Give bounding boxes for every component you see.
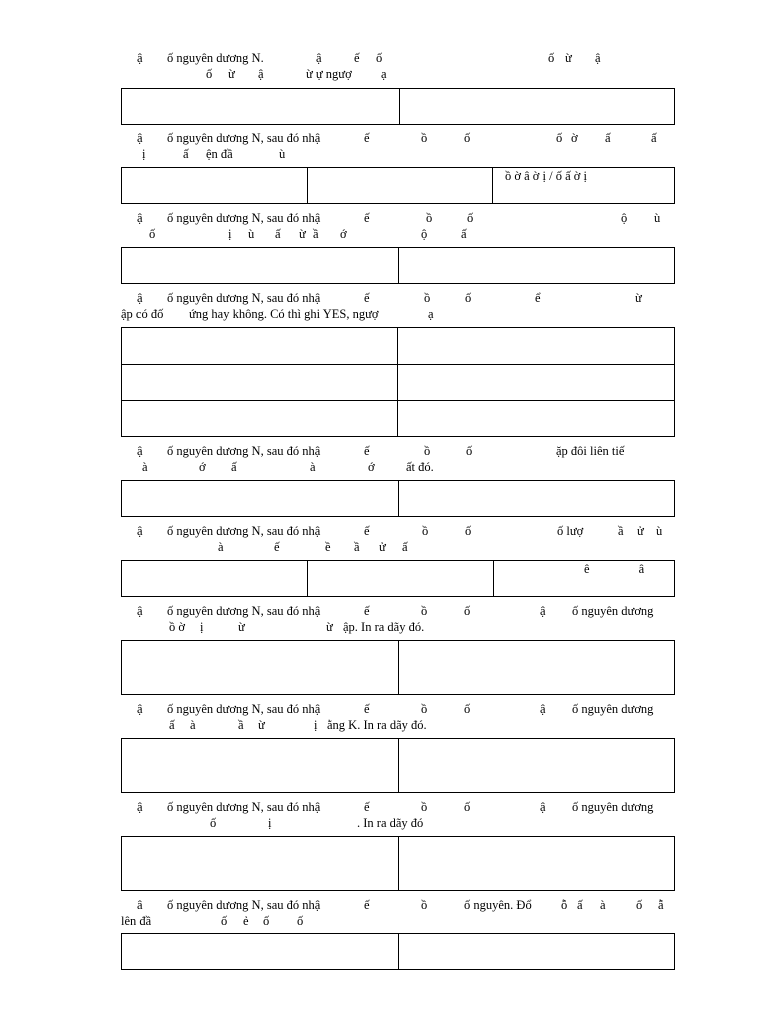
text-fragment: ậ xyxy=(540,800,546,814)
text-fragment: à xyxy=(310,460,316,474)
text-fragment: ậ xyxy=(137,604,143,618)
table-row xyxy=(122,168,675,204)
text-fragment: ế xyxy=(364,800,370,814)
text-fragment: ầ xyxy=(313,227,319,241)
text-fragment: ấ xyxy=(402,540,408,554)
text-fragment: à xyxy=(600,898,606,912)
problem-text xyxy=(121,50,675,83)
text-fragment: ầ xyxy=(354,540,360,554)
text-fragment: ồ ờ xyxy=(169,620,185,634)
table-cell xyxy=(122,481,399,517)
text-fragment: ế xyxy=(354,51,360,65)
table-cell xyxy=(399,934,675,970)
text-fragment: ấ xyxy=(461,227,467,241)
text-fragment: ừ xyxy=(228,67,235,81)
text-fragment: ố nguyên dương N, sau đó nhậ xyxy=(167,291,321,305)
text-fragment: ố xyxy=(466,444,473,458)
text-fragment: ử xyxy=(379,540,386,554)
text-fragment: ù xyxy=(656,524,663,538)
text-fragment: ậ xyxy=(316,51,322,65)
problem-10 xyxy=(121,897,675,930)
text-fragment: ố xyxy=(376,51,383,65)
answer-table xyxy=(121,933,675,970)
answer-table xyxy=(121,247,675,284)
text-fragment: ừ xyxy=(326,620,333,634)
table-row xyxy=(122,934,675,970)
problem-5 xyxy=(121,443,675,476)
table-cell xyxy=(400,89,675,125)
text-fragment: ố xyxy=(297,914,304,928)
text-fragment: ẻ xyxy=(243,914,249,928)
text-fragment: ừ xyxy=(565,51,572,65)
answer-table xyxy=(121,640,675,695)
text-fragment: ử xyxy=(637,524,644,538)
table-cell xyxy=(398,365,675,401)
text-fragment: ố nguyên dương xyxy=(572,604,654,618)
problem-9 xyxy=(121,799,675,832)
problem-text xyxy=(121,799,675,832)
table-cell xyxy=(398,328,675,365)
text-fragment: ất đó. xyxy=(406,460,434,474)
table-row xyxy=(122,837,675,891)
text-fragment: ế xyxy=(274,540,280,554)
table-cell xyxy=(122,401,398,437)
text-fragment: ố nguyên dương N, sau đó nhậ xyxy=(167,444,321,458)
text-fragment: ố nguyên dương xyxy=(572,800,654,814)
text-fragment: ị xyxy=(200,620,204,634)
table-cell xyxy=(122,837,399,891)
text-fragment: ừ xyxy=(299,227,306,241)
text-fragment: ặp đôi liên tiế xyxy=(556,444,625,458)
table-cell xyxy=(122,168,308,204)
text-fragment: ậ xyxy=(137,800,143,814)
text-fragment: ứng hay không. Có thì ghi YES, ngượ xyxy=(189,307,379,321)
text-fragment: ố xyxy=(221,914,228,928)
table-cell xyxy=(122,739,399,793)
text-fragment: ố nguyên dương N, sau đó nhậ xyxy=(167,604,321,618)
text-fragment: ờ xyxy=(571,131,578,145)
text-fragment: lên đầ xyxy=(121,914,152,928)
answer-table xyxy=(121,738,675,793)
text-fragment: ị xyxy=(142,147,146,161)
text-fragment: ố xyxy=(467,211,474,225)
text-fragment: . In ra dãy đó xyxy=(357,816,424,830)
problem-text xyxy=(121,603,675,636)
text-fragment: ạ xyxy=(428,307,434,321)
text-fragment: ế xyxy=(364,211,370,225)
table-row xyxy=(122,739,675,793)
text-fragment: ồ xyxy=(421,898,428,912)
table-cell xyxy=(122,561,308,597)
text-fragment: ố xyxy=(464,604,471,618)
answer-table xyxy=(121,480,675,517)
table-cell xyxy=(122,328,398,365)
problem-text xyxy=(121,701,675,734)
text-fragment: ậ xyxy=(137,444,143,458)
problem-7 xyxy=(121,603,675,636)
problem-1 xyxy=(121,50,675,83)
table-cell xyxy=(399,248,675,284)
table-cell xyxy=(399,739,675,793)
text-fragment: ấ xyxy=(183,147,189,161)
text-fragment: ế xyxy=(364,131,370,145)
text-fragment: ế xyxy=(364,702,370,716)
table-cell xyxy=(308,168,493,204)
table-row xyxy=(122,561,675,597)
text-fragment: ậ xyxy=(137,211,143,225)
text-fragment: ậ xyxy=(258,67,264,81)
table-cell xyxy=(399,837,675,891)
text-fragment: ồ xyxy=(421,131,428,145)
text-fragment: ộ xyxy=(621,211,628,225)
text-fragment: ố nguyên dương N, sau đó nhậ xyxy=(167,898,321,912)
text-fragment: ớ xyxy=(199,460,206,474)
problem-text xyxy=(121,130,675,163)
text-fragment: ị xyxy=(268,816,272,830)
text-fragment: ù xyxy=(279,147,286,161)
table-cell xyxy=(398,401,675,437)
answer-table xyxy=(121,327,675,437)
text-fragment: ố nguyên dương N, sau đó nhậ xyxy=(167,211,321,225)
text-fragment: ồ xyxy=(421,702,428,716)
text-fragment: ồ xyxy=(421,800,428,814)
text-fragment: ừ ự ngượ xyxy=(306,67,352,81)
cell-note: ê â xyxy=(584,562,645,576)
text-fragment: ố xyxy=(465,291,472,305)
text-fragment: ố xyxy=(210,816,217,830)
answer-table xyxy=(121,836,675,891)
table-cell xyxy=(494,561,675,597)
table-cell xyxy=(122,248,399,284)
text-fragment: ầ xyxy=(618,524,624,538)
text-fragment: à xyxy=(142,460,148,474)
text-fragment: ồ xyxy=(426,211,433,225)
table-cell xyxy=(399,641,675,695)
text-fragment: ậ xyxy=(137,524,143,538)
text-fragment: ừ xyxy=(258,718,265,732)
text-fragment: ỗ xyxy=(561,898,568,912)
text-fragment: ị xyxy=(314,718,318,732)
text-fragment: ừ xyxy=(238,620,245,634)
text-fragment: ấ xyxy=(231,460,237,474)
text-fragment: ằng K. In ra dãy đó. xyxy=(327,718,427,732)
problem-text xyxy=(121,897,675,930)
problem-text xyxy=(121,290,675,323)
text-fragment: ồ xyxy=(422,524,429,538)
text-fragment: ố xyxy=(548,51,555,65)
text-fragment: ố xyxy=(465,524,472,538)
text-fragment: ố nguyên dương N, sau đó nhậ xyxy=(167,702,321,716)
answer-table xyxy=(121,560,675,597)
text-fragment: ậ xyxy=(137,291,143,305)
text-fragment: ù xyxy=(248,227,255,241)
table-cell xyxy=(308,561,494,597)
text-fragment: ề xyxy=(325,540,331,554)
text-fragment: ế xyxy=(364,524,370,538)
text-fragment: ồ xyxy=(424,291,431,305)
table-cell xyxy=(122,365,398,401)
text-fragment: à xyxy=(190,718,196,732)
text-fragment: ấ xyxy=(651,131,657,145)
text-fragment: ố xyxy=(464,131,471,145)
text-fragment: ậ xyxy=(137,131,143,145)
text-fragment: ập có đố xyxy=(121,307,164,321)
text-fragment: ị xyxy=(228,227,232,241)
table-cell xyxy=(122,934,399,970)
answer-table xyxy=(121,167,675,204)
text-fragment: ù xyxy=(654,211,661,225)
table-cell xyxy=(122,641,399,695)
text-fragment: ố nguyên dương N, sau đó nhậ xyxy=(167,131,321,145)
text-fragment: ố xyxy=(263,914,270,928)
text-fragment: ố xyxy=(636,898,643,912)
answer-table xyxy=(121,88,675,125)
text-fragment: ố xyxy=(149,227,156,241)
problem-text xyxy=(121,523,675,556)
table-row xyxy=(122,481,675,517)
text-fragment: ện đầ xyxy=(206,147,233,161)
text-fragment: ừ xyxy=(635,291,642,305)
cell-note: ồ ờ â ờ ị / ố ấ ờ ị xyxy=(505,169,587,183)
text-fragment: ậ xyxy=(540,604,546,618)
text-fragment: ể xyxy=(535,291,541,305)
problem-text xyxy=(121,210,675,243)
table-row xyxy=(122,401,675,437)
text-fragment: ố lượ xyxy=(557,524,584,538)
text-fragment: ạ xyxy=(381,67,387,81)
text-fragment: ậ xyxy=(540,702,546,716)
text-fragment: ố nguyên dương xyxy=(572,702,654,716)
text-fragment: ầ xyxy=(238,718,244,732)
table-row xyxy=(122,641,675,695)
table-row xyxy=(122,248,675,284)
text-fragment: ấ xyxy=(169,718,175,732)
text-fragment: ố nguyên dương N. xyxy=(167,51,264,65)
table-row xyxy=(122,328,675,365)
text-fragment: ộ xyxy=(421,227,428,241)
text-fragment: à xyxy=(218,540,224,554)
text-fragment: ậ xyxy=(595,51,601,65)
text-fragment: ế xyxy=(364,291,370,305)
text-fragment: â xyxy=(137,898,143,912)
text-fragment: ố nguyên. Đổ xyxy=(464,898,532,912)
text-fragment: ấ xyxy=(577,898,583,912)
table-row xyxy=(122,89,675,125)
text-fragment: ấ xyxy=(275,227,281,241)
table-cell xyxy=(493,168,675,204)
text-fragment: ế xyxy=(364,898,370,912)
text-fragment: ố xyxy=(206,67,213,81)
text-fragment: ậ xyxy=(137,702,143,716)
table-cell xyxy=(399,481,675,517)
problem-8 xyxy=(121,701,675,734)
text-fragment: ồ xyxy=(424,444,431,458)
text-fragment: ế xyxy=(364,444,370,458)
problem-6 xyxy=(121,523,675,576)
text-fragment: ố nguyên dương N, sau đó nhậ xyxy=(167,800,321,814)
text-fragment: ố xyxy=(464,800,471,814)
text-fragment: ố nguyên dương N, sau đó nhậ xyxy=(167,524,321,538)
text-fragment: ồ xyxy=(421,604,428,618)
table-row xyxy=(122,365,675,401)
text-fragment: ậ xyxy=(137,51,143,65)
text-fragment: ố xyxy=(556,131,563,145)
problem-2 xyxy=(121,130,675,183)
problem-4 xyxy=(121,290,675,323)
text-fragment: ớ xyxy=(340,227,347,241)
text-fragment: ố xyxy=(464,702,471,716)
text-fragment: ớ xyxy=(368,460,375,474)
problem-text xyxy=(121,443,675,476)
problem-3 xyxy=(121,210,675,243)
text-fragment: ẫ xyxy=(658,898,664,912)
text-fragment: ấ xyxy=(605,131,611,145)
text-fragment: ế xyxy=(364,604,370,618)
table-cell xyxy=(122,89,400,125)
text-fragment: ập. In ra dãy đó. xyxy=(343,620,425,634)
